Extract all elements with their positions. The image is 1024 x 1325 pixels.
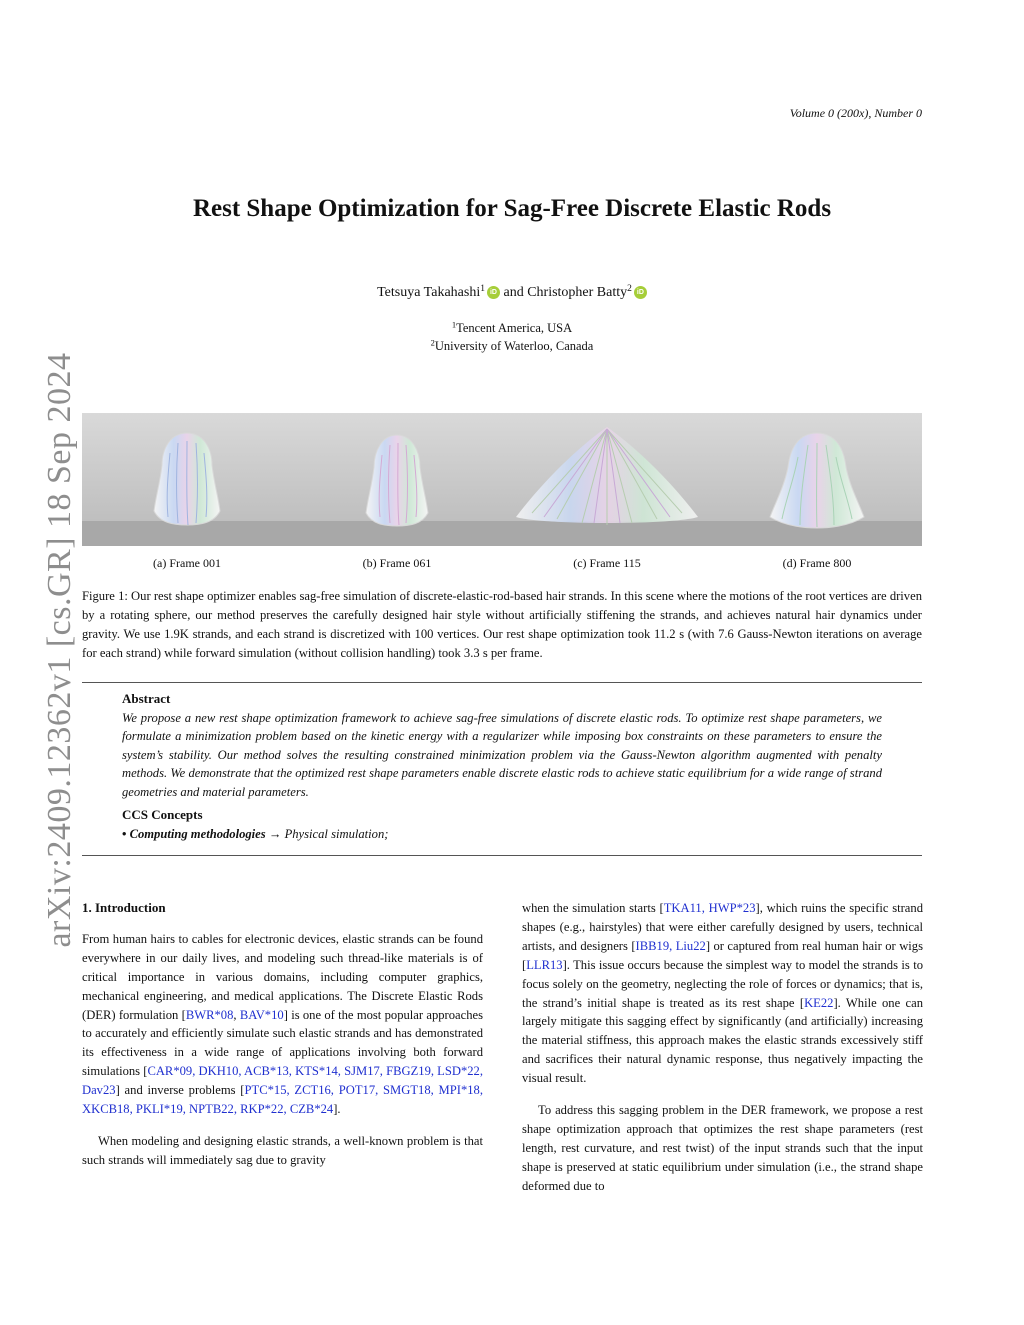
ccs-category: Computing methodologies (129, 826, 266, 841)
affiliations (0, 319, 1024, 355)
ccs-concepts (122, 806, 882, 843)
citation-link[interactable]: BWR*08 (185, 1007, 234, 1022)
author-conjunction: and (499, 285, 528, 300)
affiliation-1: $^1$Tencent America, USA (451, 319, 573, 335)
citation-link-group[interactable]: IBB19, Liu22 (635, 938, 706, 953)
hair-render-frame-061 (292, 413, 502, 546)
journal-header: Volume 0 (200x), Number 0 (789, 106, 922, 120)
subcaption-b: (b) Frame 061 (362, 556, 432, 570)
abstract (122, 690, 882, 801)
figure-panel-d (712, 413, 922, 546)
intro-paragraph-3: when the simulation starts [TKA11, HWP*23], which ruins the specific strand shapes (e.g., hairstyles) that were either carefully designed by users, technical artists, and designers [IBB19, Liu22] or captured from real human hair or wigs [LLR13]. This issue occurs because the simplest way to model the strands is to focus solely on the geometry, neglecting the role of forces or dynamics; that is, the strand’s initial shape is treated as its rest shape [KE22]. While one can largely mitigate this sagging effect by significantly (and artificially) increasing the material stiffness, this approach makes the elastic strands excessively stiff and sacrifices their natural dynamic response, thus negatively impacting the visual result. (522, 901, 924, 1086)
intro-paragraph-2: When modeling and designing elastic strands, a well-known problem is that such strands will immediately sag due to gravity (82, 1133, 483, 1167)
subcaption-d: (d) Frame 800 (782, 556, 852, 570)
intro-paragraph-4: To address this sagging problem in the DER framework, we propose a rest shape optimization approach that optimizes the rest shape parameters (rest length, rest curvature, and rest twist) of the input strands such that the input shape is preserved at static equilibrium under simulation (i.e., the strand shape deformed due to (522, 1103, 923, 1193)
hair-render-frame-800 (712, 413, 922, 546)
author-1: Tetsuya Takahashi (377, 285, 481, 300)
citation-link-group[interactable]: TKA11, HWP*23 (663, 901, 756, 915)
divider-top (82, 682, 922, 683)
figure-panel-c (502, 413, 712, 546)
intro-paragraph-1: From human hairs to cables for electronic devices, elastic strands can be found everywhere in our daily lives, and modeling such thread-like materials is of critical importance in various domains, including computer graphics, mechanical engineering, and medical applications. The Discrete Elastic Rods (DER) formulation [BWR*08, BAV*10] is one of the most popular approaches to accurately and efficiently simulate such elastic strands and has demonstrated its effectiveness in a wide range of applications involving both forward simulations [CAR*09, DKH10, ACB*13, KTS*14, SJM17, FBGZ19, LSD*22, Dav23] and inverse problems [PTC*15, ZCT16, POT17, SMGT18, MPI*18, XKCB18, PKLI*19, NPTB22, RKP*22, CZB*24]. (82, 931, 484, 1117)
left-column (82, 899, 483, 1170)
abstract-text: We propose a new rest shape optimization framework to achieve sag-free simulations of discrete elastic rods. To optimize rest shape parameters, we formulate a minimization problem based on the kinetic energy with a regularizer while imposing box constraints on these parameters to ensure the system’s stability. Our method solves the resulting constrained minimization problem via the Gauss-Newton algorithm augmented with penalty methods. We demonstrate that the optimized rest shape parameters enable discrete elastic rods to achieve static equilibrium for a wide range of strand geometries and material parameters. (122, 710, 882, 799)
citation-link[interactable]: LLR13 (526, 957, 563, 972)
citation-link-group[interactable]: PTC*15, ZCT16, POT17, SMGT18, MPI*18, XKCB18, PKLI*19, NPTB22, RKP*22, CZB*24 (82, 1083, 483, 1117)
section-heading-introduction: 1. Introduction (82, 900, 166, 915)
affiliation-2: $^2$University of Waterloo, Canada (430, 337, 594, 353)
author-2: Christopher Batty (527, 285, 628, 300)
orcid-icon[interactable]: iD (487, 286, 500, 299)
subcaption-c: (c) Frame 115 (573, 556, 641, 570)
teaser-figure (82, 413, 922, 546)
abstract-heading: Abstract (122, 691, 171, 706)
ccs-entry: • Computing methodologies → Physical simulation; (122, 826, 389, 841)
citation-link-group[interactable]: CAR*09, DKH10, ACB*13, KTS*14, SJM17, FBGZ19, LSD*22, Dav23 (82, 1064, 484, 1098)
right-column (522, 899, 923, 1196)
hair-render-frame-115 (502, 413, 712, 546)
author-line (0, 285, 1024, 301)
arxiv-stamp: arXiv:2409.12362v1 [cs.GR] 18 Sep 2024 (41, 352, 78, 948)
citation-link[interactable]: BAV*10 (239, 1007, 284, 1022)
subcaption-a: (a) Frame 001 (153, 556, 221, 570)
orcid-icon[interactable]: iD (634, 286, 647, 299)
divider-bottom (82, 855, 922, 856)
figure-panel-b (292, 413, 502, 546)
figure-caption: Figure 1: Our rest shape optimizer enables sag-free simulation of discrete-elastic-rod-based hair strands. In this scene where the motions of the root vertices are driven by a rotating sphere, our method preserves the carefully designed hair style without artificially stiffening the strands, and achieves natural hair dynamics under gravity. We use 1.9K strands, and each strand is discretized with 100 vertices. Our rest shape optimization took 11.2 s (with 7.6 Gauss-Newton iterations on average for each strand) while forward simulation (without collision handling) took 3.3 s per frame. (82, 589, 922, 660)
author-2-affil: 2 (627, 283, 632, 294)
author-1-affil: 1 (480, 283, 485, 294)
citation-link[interactable]: KE22 (804, 995, 834, 1010)
figure-panel-a (82, 413, 292, 546)
paper-title: Rest Shape Optimization for Sag-Free Discrete Elastic Rods (192, 195, 832, 222)
ccs-heading: CCS Concepts (122, 807, 203, 822)
ccs-concept: Physical simulation; (284, 826, 389, 841)
hair-render-frame-001 (82, 413, 292, 546)
